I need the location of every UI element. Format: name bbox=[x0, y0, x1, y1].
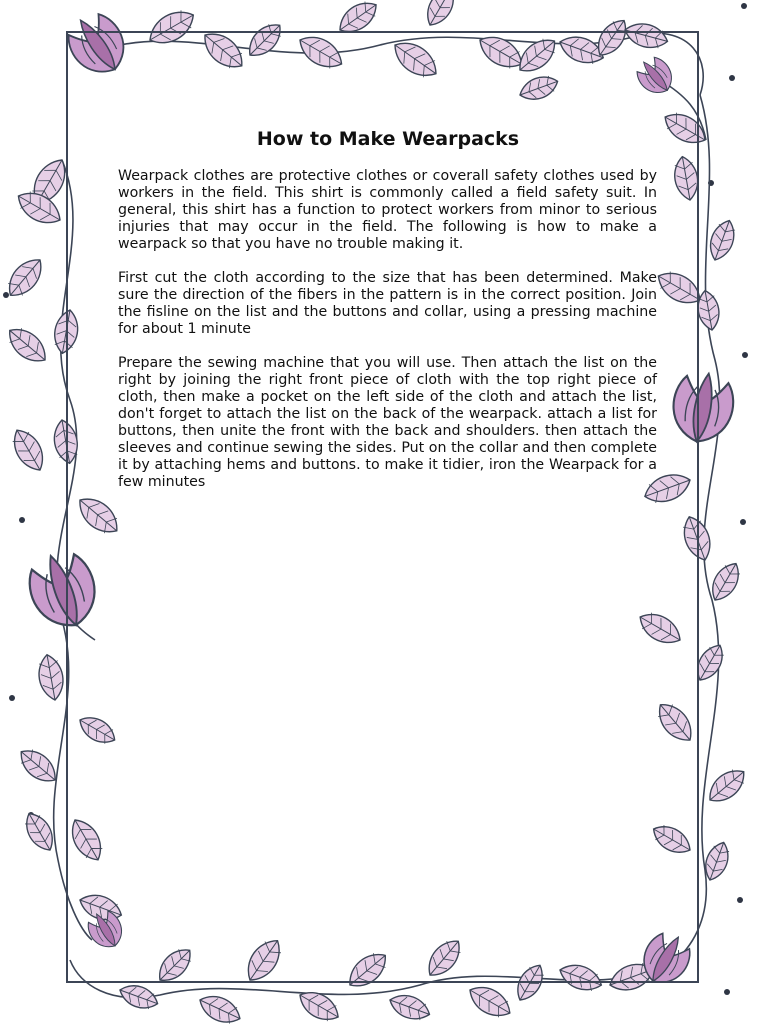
paragraph-cutting: First cut the cloth according to the size that has been determined. Make sure the direction of the fibers in the pattern is in the correct position. Join the fisline on the list and the buttons and collar, using a pressing machine for about 1 minute bbox=[118, 270, 657, 337]
leaf-icon bbox=[386, 990, 433, 1024]
leaf-icon bbox=[703, 763, 751, 808]
leaf-icon bbox=[195, 990, 244, 1024]
dot bbox=[737, 897, 743, 903]
leaf-icon bbox=[2, 321, 52, 369]
dot bbox=[9, 695, 15, 701]
dot bbox=[740, 519, 746, 525]
document-body bbox=[118, 168, 657, 508]
dot bbox=[3, 292, 9, 298]
dot bbox=[724, 989, 730, 995]
leaf-icon bbox=[35, 653, 66, 702]
leaf-icon bbox=[464, 980, 516, 1023]
document-title: How to Make Wearpacks bbox=[256, 128, 520, 150]
leaf-icon bbox=[7, 424, 50, 476]
leaf-icon bbox=[705, 217, 739, 264]
paragraph-sewing: Prepare the sewing machine that you will use. Then attach the list on the right by joining the right front piece of cloth with the top right piece of cloth, then make a pocket on the left side of the cloth and attach the list, don't forget to attach the list on the back of the wearpack. attach a list for buttons, then unite the front with the back and shoulders. then attach the sleeves and continue sewing the sides. Put on the collar and then complete it by attaching hems and buttons. to make it tidier, iron the Wearpack for a few minutes bbox=[118, 355, 657, 490]
leaf-icon bbox=[294, 985, 343, 1024]
paragraph-intro: Wearpack clothes are protective clothes or coverall safety clothes used by workers in the field. This shirt is commonly called a field safety suit. In general, this shirt has a function to protect workers from minor to serious injuries that may occur in the field. The following is how to make a wearpack so that you have no trouble making it. bbox=[118, 168, 657, 252]
dot bbox=[741, 3, 747, 9]
dot bbox=[742, 352, 748, 358]
leaf-icon bbox=[117, 980, 162, 1013]
dot bbox=[19, 517, 25, 523]
dot bbox=[729, 75, 735, 81]
leaf-icon bbox=[421, 0, 461, 30]
leaf-icon bbox=[14, 743, 62, 788]
